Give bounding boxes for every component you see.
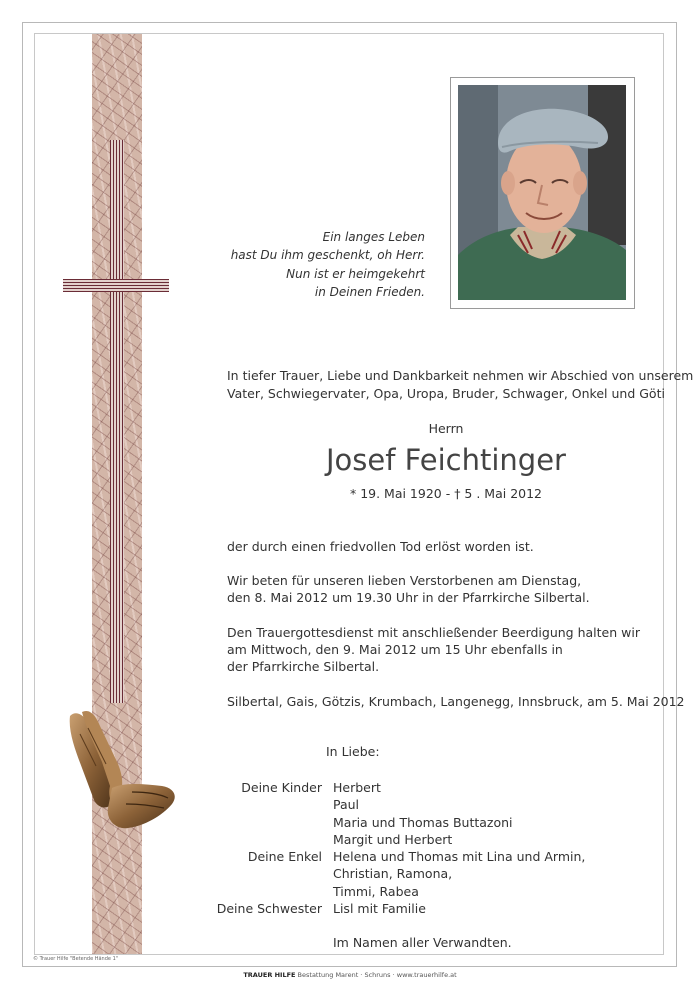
life-dates: * 19. Mai 1920 - † 5 . Mai 2012 (349, 486, 543, 501)
mourner-name: Paul (333, 797, 360, 812)
enkel-label: Deine Enkel (247, 849, 322, 864)
mourner-name: Margit und Herbert (333, 832, 453, 847)
body-text: der durch einen friedvollen Tod erlöst worden ist. (227, 539, 534, 554)
closing-line: Im Namen aller Verwandten. (333, 935, 512, 950)
body-text: am Mittwoch, den 9. Mai 2012 um 15 Uhr ebenfalls in (227, 642, 563, 657)
poem (231, 228, 425, 302)
body-text: Den Trauergottesdienst mit anschließender Beerdigung halten wir (227, 625, 640, 640)
intro-line: Vater, Schwiegervater, Opa, Uropa, Bruder, Schwager, Onkel und Göti (227, 386, 665, 401)
body-text: Wir beten für unseren lieben Verstorbenen am Dienstag, (227, 573, 582, 588)
poem-line: Ein langes Leben (322, 230, 425, 244)
cross-bar (63, 279, 169, 292)
mourner-name: Christian, Ramona, (333, 866, 453, 881)
mourner-name: Herbert (333, 780, 381, 795)
poem-line: in Deinen Frieden. (314, 285, 425, 300)
salutation: Herrn (428, 421, 464, 436)
kinder-label: Deine Kinder (241, 780, 322, 795)
footer-text: Bestattung Marent · Schruns · www.trauerhilfe.at (297, 971, 457, 979)
intro-line: In tiefer Trauer, Liebe und Dankbarkeit nehmen wir Abschied von unserem (227, 368, 694, 383)
copyright-note: © Trauer Hilfe "Betende Hände 1" (33, 956, 119, 962)
poem-line: hast Du ihm geschenkt, oh Herr. (230, 248, 425, 263)
body-text: den 8. Mai 2012 um 19.30 Uhr in der Pfarrkirche Silbertal. (227, 590, 590, 605)
mourner-name: Timmi, Rabea (333, 884, 419, 899)
poem-line: Nun ist er heimgekehrt (286, 266, 425, 281)
mourner-name: Helena und Thomas mit Lina und Armin, (333, 849, 586, 864)
mourner-name: Maria und Thomas Buttazoni (333, 815, 513, 830)
in-liebe: In Liebe: (326, 744, 380, 759)
praying-hands-icon (62, 708, 182, 833)
footer (0, 971, 700, 979)
mourner-name: Lisl mit Familie (333, 901, 426, 916)
place-date: Silbertal, Gais, Götzis, Krumbach, Langenegg, Innsbruck, am 5. Mai 2012 (227, 694, 685, 709)
deceased-name: Josef Feichtinger (326, 443, 566, 477)
footer-brand: TRAUER HILFE (243, 971, 296, 979)
schwester-label: Deine Schwester (216, 901, 322, 916)
portrait-photo (458, 85, 626, 300)
body-text: der Pfarrkirche Silbertal. (227, 659, 380, 674)
